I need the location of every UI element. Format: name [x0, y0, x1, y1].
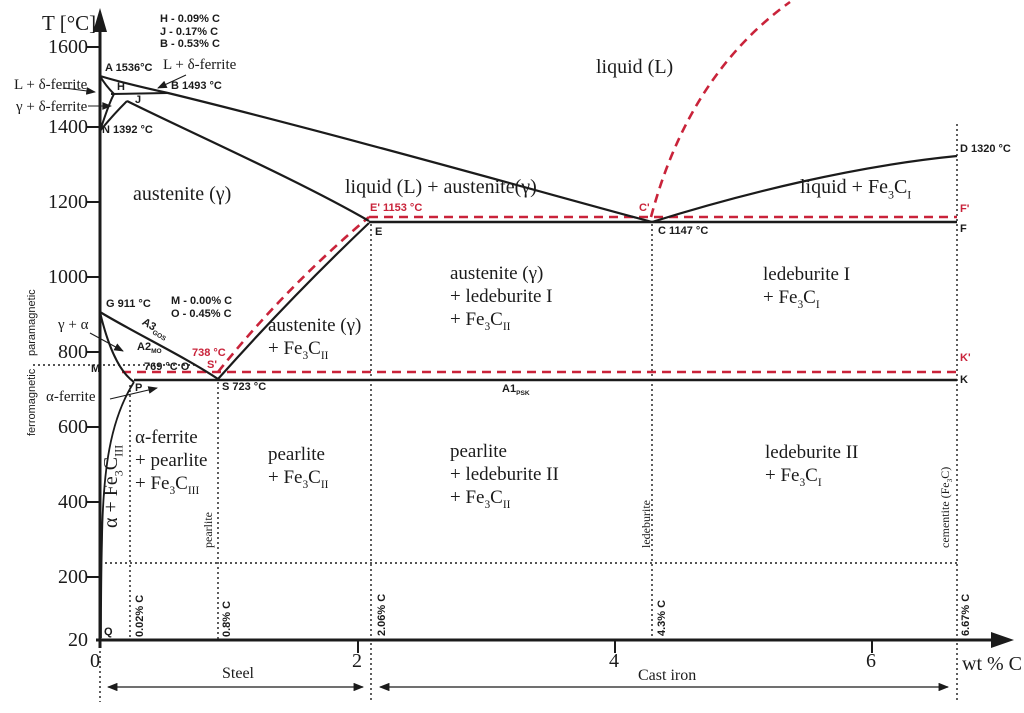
callout-alpha-ferrite: α-ferrite: [46, 389, 96, 405]
point-label-B: B 1493 °C: [171, 80, 222, 92]
a1-text: A1: [502, 383, 517, 395]
red-graphite-liquidus: [651, 2, 790, 217]
text: C): [938, 466, 952, 479]
text: C: [175, 473, 188, 494]
text: + Fe: [268, 467, 303, 488]
point-label-Q: Q: [104, 626, 113, 638]
text: C: [308, 467, 321, 488]
y-tick-label: 800: [58, 341, 88, 363]
subscript: II: [502, 321, 511, 334]
subscript: 3: [302, 350, 309, 363]
x-tick-label: 4: [609, 650, 619, 672]
region-pearlite-ledeburite: [450, 440, 559, 517]
region-ledeburite-2: [765, 441, 858, 495]
line: [765, 464, 858, 495]
text: + Fe: [763, 287, 798, 308]
line: + ledeburite II: [450, 464, 559, 485]
composition-mark-0.02: 0.02% C: [134, 594, 146, 637]
x-axis-arrowhead: [991, 632, 1014, 648]
line: ledeburite II: [765, 442, 859, 463]
y-tick-label: 400: [58, 491, 88, 513]
composition-mark-6.67: 6.67% C: [960, 593, 972, 636]
text: C: [803, 287, 816, 308]
text: + Fe: [450, 487, 485, 508]
point-label-N: N 1392 °C: [102, 124, 153, 136]
subscript: 3: [797, 299, 804, 312]
y-tick-label: 1400: [48, 116, 88, 138]
point-label-K: K: [960, 374, 968, 386]
text: C: [490, 487, 503, 508]
subscript: III: [187, 485, 200, 498]
line: [763, 286, 850, 317]
text: C: [805, 465, 818, 486]
point-label-769-O: 769 °C O: [144, 361, 190, 373]
steel-range-label: Steel: [222, 665, 254, 682]
point-label-S-prime: S': [207, 359, 217, 371]
text: cementite (Fe: [938, 482, 952, 548]
y-tick-label: 600: [58, 416, 88, 438]
callout-gamma-delta-ferrite: γ + δ-ferrite: [16, 99, 88, 115]
point-label-F-prime: F': [960, 203, 970, 215]
point-label-M: M: [91, 363, 101, 375]
legend-line: B - 0.53% C: [160, 38, 220, 50]
subscript: 3: [302, 479, 309, 492]
text: + Fe: [268, 338, 303, 359]
composition-mark-0.8: 0.8% C: [221, 600, 233, 637]
callout-l-delta-ferrite-left: L + δ-ferrite: [14, 77, 88, 93]
text: C: [893, 176, 908, 198]
subscript: II: [320, 350, 329, 363]
subscript: 3: [799, 477, 806, 490]
subscript: 3: [484, 321, 491, 334]
column-label-ledeburite: ledeburite: [639, 500, 653, 548]
subscript: I: [907, 187, 912, 202]
region-liquid-cementite: [800, 176, 911, 202]
line: pearlite: [450, 441, 507, 462]
x-tick-label: 2: [352, 650, 362, 672]
point-label-C-prime: C': [639, 202, 650, 214]
region-alpha-cementite-rotated: [100, 445, 126, 528]
region-pearlite-cementite: [268, 443, 328, 497]
text: C: [308, 338, 321, 359]
x-tick-label: 0: [90, 650, 100, 672]
text: + Fe: [765, 465, 800, 486]
region-liquid: liquid (L): [596, 56, 674, 78]
callout-l-delta-ferrite-top: L + δ-ferrite: [163, 57, 237, 73]
column-label-cementite: [938, 467, 954, 548]
legend-line: J - 0.17% C: [160, 25, 219, 38]
text: + Fe: [450, 309, 485, 330]
cast-iron-range-label: Cast iron: [638, 667, 697, 684]
x-axis-title: wt % C: [962, 653, 1022, 675]
subscript: 3: [169, 485, 176, 498]
point-label-E: E: [375, 226, 383, 238]
subscript: 3: [946, 478, 955, 483]
text: C: [100, 456, 122, 471]
a2-line-label: [137, 341, 162, 355]
line: + pearlite: [135, 450, 208, 471]
point-label-S: S 723 °C: [222, 381, 267, 393]
text: α + Fe: [100, 476, 122, 528]
line: pearlite: [268, 444, 325, 465]
line: α-ferrite: [135, 427, 198, 448]
point-label-J: J: [135, 94, 142, 106]
label-738C: 738 °C: [192, 347, 226, 359]
region-ferrite-pearlite: [135, 426, 207, 503]
line: austenite (γ): [268, 315, 362, 336]
a3-subscript: GOS: [150, 329, 168, 343]
line: [450, 308, 553, 339]
point-label-H: H: [117, 81, 125, 93]
text: liquid + Fe: [800, 176, 888, 198]
subscript: I: [815, 299, 820, 312]
point-label-C: C 1147 °C: [658, 225, 709, 237]
point-composition-legend: [160, 13, 220, 51]
y-tick-label: 200: [58, 566, 88, 588]
mo-composition-legend: [171, 295, 232, 320]
ferromagnetic-label: ferromagnetic: [26, 368, 38, 436]
composition-mark-2.06: 2.06% C: [376, 593, 388, 636]
point-label-D: D 1320 °C: [960, 143, 1011, 155]
a2-text: A2: [137, 341, 152, 353]
subscript: II: [502, 499, 511, 512]
y-tick-label: 1200: [48, 191, 88, 213]
line: [268, 466, 328, 497]
callout-gamma-alpha: γ + α: [58, 317, 89, 333]
a2-subscript: MO: [151, 347, 162, 355]
line: + ledeburite I: [450, 286, 553, 307]
y-tick-label: 1000: [48, 266, 88, 288]
line: [268, 337, 361, 368]
subscript: 3: [111, 470, 126, 477]
subscript: III: [111, 444, 126, 457]
line: [135, 472, 207, 503]
line: austenite (γ): [450, 263, 544, 284]
a3-text: A3: [139, 316, 159, 334]
point-label-K-prime: K': [960, 352, 971, 364]
legend-line: M - 0.00% C: [171, 295, 233, 307]
line: ledeburite I: [763, 264, 851, 285]
region-ledeburite-1: [763, 263, 850, 317]
subscript: II: [320, 479, 329, 492]
region-liquid-austenite: liquid (L) + austenite(γ): [345, 176, 537, 198]
region-austenite-cementite: [268, 314, 361, 368]
subscript: I: [817, 477, 822, 490]
a1-line-label: [502, 383, 530, 397]
point-label-F: F: [960, 223, 967, 235]
column-label-pearlite: pearlite: [201, 512, 215, 548]
y-tick-label: 1600: [48, 36, 88, 58]
point-label-A: A 1536°C: [105, 62, 153, 74]
legend-line: H - 0.09% C: [160, 13, 220, 25]
region-austenite: austenite (γ): [133, 183, 232, 205]
y-tick-label: 20: [68, 629, 88, 651]
dotted-construction-lines: [33, 124, 957, 702]
composition-mark-4.3: 4.3% C: [656, 599, 668, 636]
legend-line: O - 0.45% C: [171, 307, 232, 320]
subscript: 3: [887, 187, 894, 202]
paramagnetic-label: paramagnetic: [26, 289, 38, 356]
point-label-G: G 911 °C: [106, 298, 151, 310]
subscript: 3: [484, 499, 491, 512]
a1-subscript: PSK: [516, 389, 530, 397]
text: C: [490, 309, 503, 330]
y-axis-title: T [°C]: [42, 11, 97, 35]
arrow-alpha-ferrite: [110, 388, 157, 399]
point-label-E-prime: E' 1153 °C: [370, 202, 423, 214]
point-label-P: P: [135, 382, 143, 394]
region-austenite-ledeburite: [450, 262, 553, 339]
text: + Fe: [135, 473, 170, 494]
line: [450, 486, 559, 517]
x-tick-label: 6: [866, 650, 876, 672]
